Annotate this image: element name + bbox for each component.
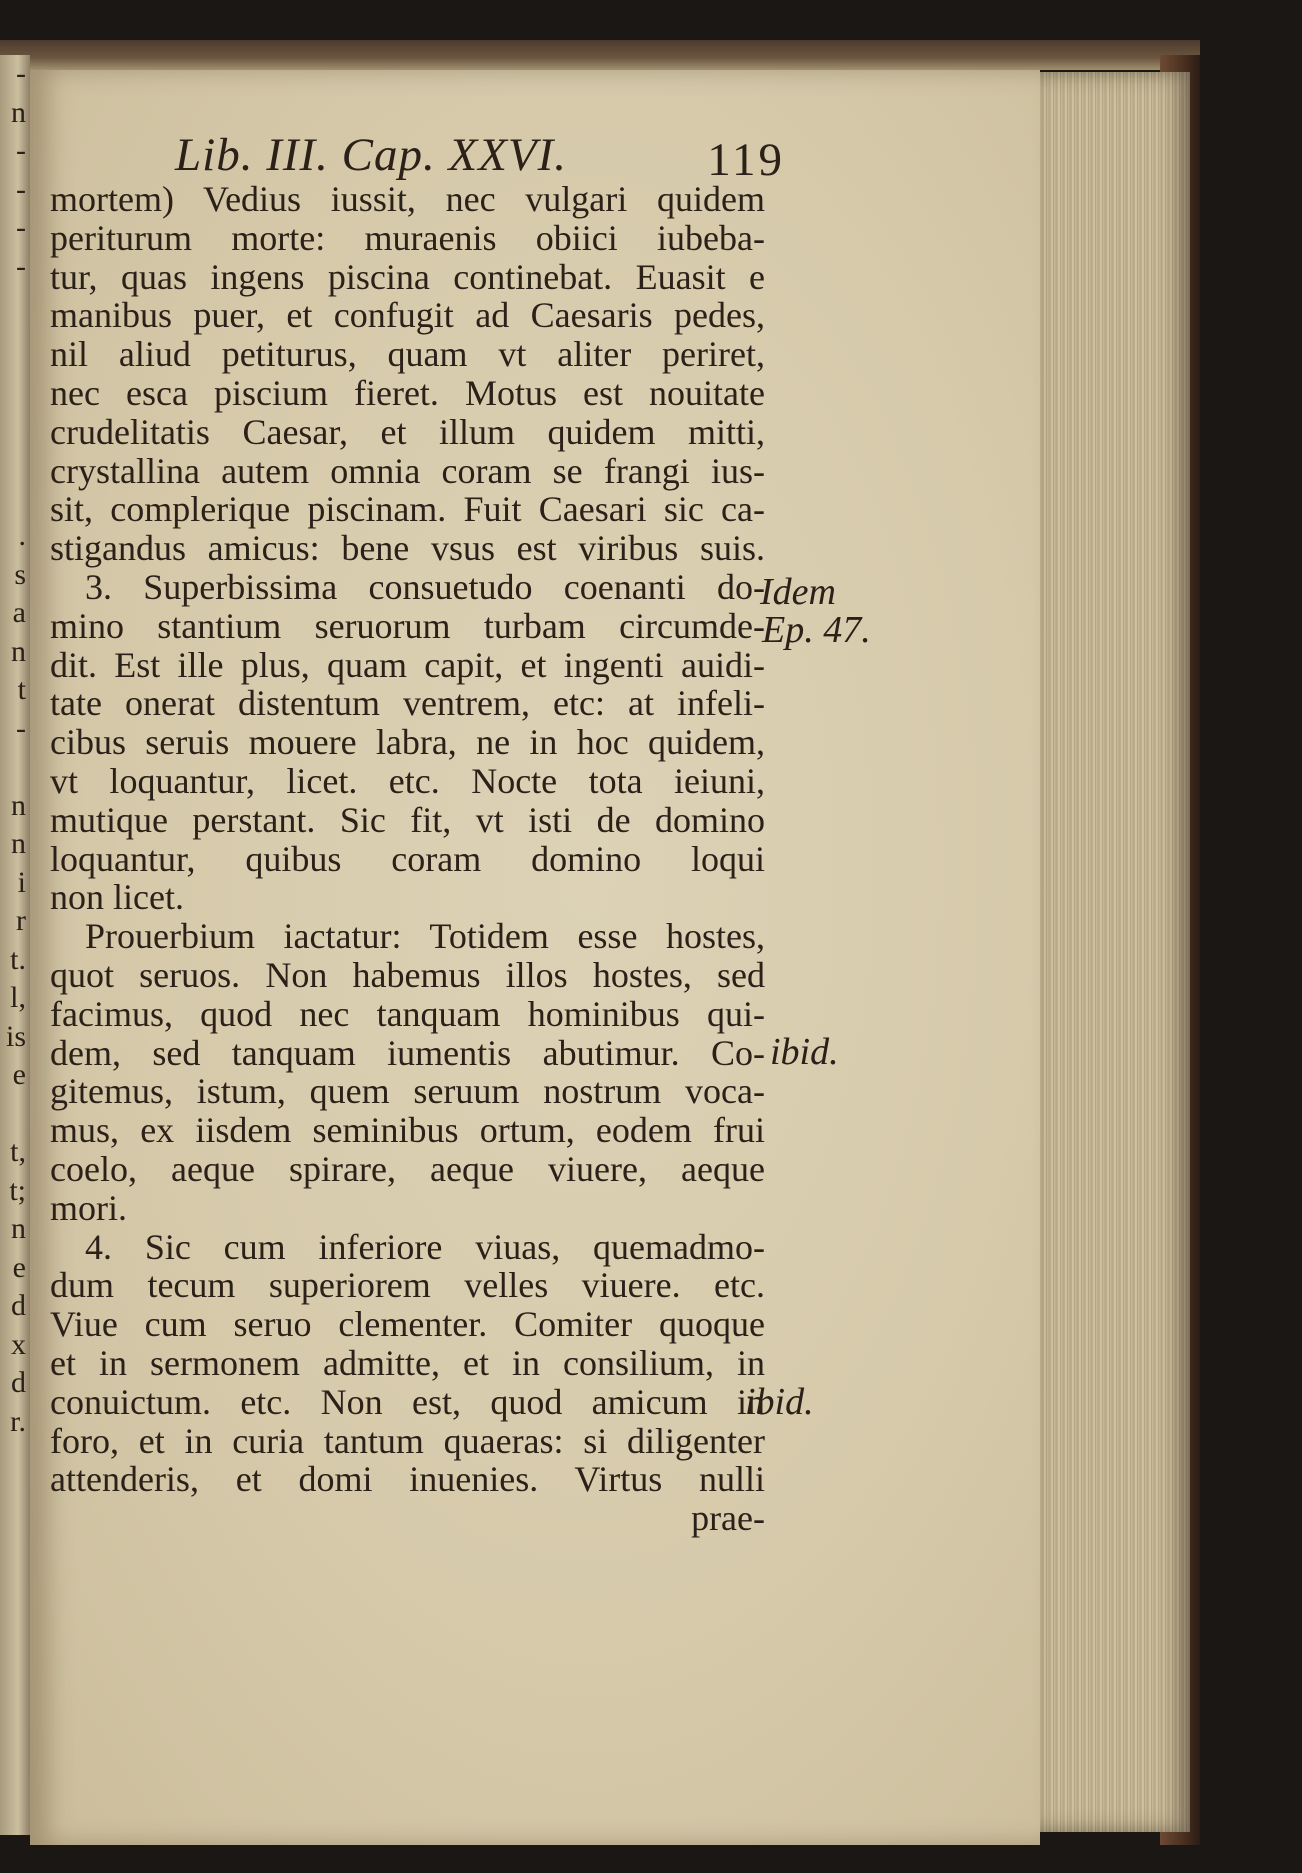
prev-page-fragment: t	[17, 673, 26, 706]
text-line: foro, et in curia tantum quaeras: si diligenter	[50, 1420, 765, 1461]
prev-page-fragment: -	[16, 211, 26, 244]
prev-page-fragment	[0, 479, 26, 518]
text-line: mino stantium seruorum turbam circumde-	[50, 605, 765, 646]
prev-page-fragment: n	[11, 95, 26, 129]
text-line: dit. Est ille plus, quam capit, et ingenti auidi-	[50, 644, 765, 685]
prev-page-fragment: t;	[9, 1173, 26, 1207]
margin-note-idem: Idem	[760, 571, 836, 613]
prev-page-fragment	[0, 286, 26, 325]
prev-page-fragment	[0, 402, 26, 441]
page-block-edge	[1040, 72, 1190, 1832]
margin-note-ibid-2: ibid.	[745, 1381, 814, 1423]
previous-page-text-fragments	[0, 55, 26, 1441]
text-line: dem, sed tanquam iumentis abutimur. Co-	[50, 1032, 765, 1073]
page-number: 119	[707, 134, 785, 186]
prev-page-fragment	[0, 325, 26, 364]
prev-page-fragment	[0, 1095, 26, 1134]
text-line: mus, ex iisdem seminibus ortum, eodem frui	[50, 1110, 765, 1151]
text-line: cibus seruis mouere labra, ne in hoc quidem,	[50, 722, 765, 763]
prev-page-fragment: d	[11, 1366, 26, 1399]
prev-page-fragment	[0, 363, 26, 402]
prev-page-fragment: a	[12, 596, 26, 629]
prev-page-fragment: e	[12, 1250, 26, 1284]
prev-page-fragment: x	[11, 1327, 26, 1361]
text-line: crystallina autem omnia coram se frangi ius-	[50, 450, 765, 491]
text-line: nec esca piscium fieret. Motus est nouitate	[50, 372, 765, 413]
previous-page-margin	[0, 55, 30, 1835]
text-line: stigandus amicus: bene vsus est viribus suis.	[50, 528, 765, 569]
margin-note-ibid-1: ibid.	[770, 1031, 839, 1073]
prev-page-fragment: r	[16, 904, 26, 937]
text-line: et in sermonem admitte, et in consilium, in	[50, 1342, 765, 1383]
prev-page-fragment: n	[11, 634, 26, 668]
prev-page-fragment: -	[16, 172, 26, 206]
prev-page-fragment: is	[5, 1019, 26, 1053]
text-line: quot seruos. Non habemus illos hostes, sed	[50, 954, 765, 995]
prev-page-fragment: -	[16, 711, 26, 745]
prev-page-fragment: -	[16, 249, 26, 283]
prev-page-fragment: t,	[10, 1135, 26, 1168]
text-line: vt loquantur, licet. etc. Nocte tota ieiuni,	[50, 760, 765, 801]
margin-note-epistle: Ep. 47.	[762, 609, 871, 651]
prev-page-fragment: n	[11, 827, 26, 860]
body-text	[50, 180, 765, 1538]
text-line: 4. Sic cum inferiore viuas, quemadmo-	[85, 1226, 765, 1267]
prev-page-fragment: n	[11, 788, 26, 822]
text-line: crudelitatis Caesar, et illum quidem mitti,	[50, 411, 765, 452]
text-line: periturum morte: muraenis obiici iubeba-	[50, 217, 765, 258]
prev-page-fragment	[0, 748, 26, 787]
text-line: mortem) Vedius iussit, nec vulgari quidem	[50, 179, 765, 219]
prev-page-fragment: .	[18, 519, 26, 552]
text-line: sit, complerique piscinam. Fuit Caesari sic ca-	[50, 489, 765, 530]
text-line: gitemus, istum, quem seruum nostrum voca-	[50, 1071, 765, 1112]
text-line: Viue cum seruo clementer. Comiter quoque	[50, 1304, 765, 1345]
prev-page-fragment: n	[11, 1212, 26, 1245]
prev-page-fragment: s	[14, 557, 26, 591]
running-head: Lib. III. Cap. XXVI.	[175, 129, 568, 181]
text-line: tur, quas ingens piscina continebat. Euasit e	[50, 256, 765, 297]
prev-page-fragment: t.	[10, 942, 26, 976]
text-line: mutique perstant. Sic fit, vt isti de domino	[50, 799, 765, 840]
text-line: nil aliud petiturus, quam vt aliter periret,	[50, 334, 765, 375]
text-line: attenderis, et domi inuenies. Virtus nulli	[50, 1459, 765, 1500]
catchword: prae-	[691, 1498, 765, 1539]
text-line: tate onerat distentum ventrem, etc: at infeli-	[50, 683, 765, 724]
text-line: loquantur, quibus coram domino loqui	[50, 838, 765, 879]
text-line: manibus puer, et confugit ad Caesaris pedes,	[50, 295, 765, 336]
text-line: mori.	[50, 1187, 127, 1228]
prev-page-fragment: i	[17, 865, 26, 899]
prev-page-fragment: e	[12, 1058, 26, 1091]
text-line: 3. Superbissima consuetudo coenanti do-	[85, 566, 765, 607]
text-line: conuictum. etc. Non est, quod amicum in	[50, 1381, 765, 1422]
text-line: facimus, quod nec tanquam hominibus qui-	[50, 993, 765, 1034]
text-line: non licet.	[50, 877, 184, 918]
prev-page-fragment: -	[16, 57, 26, 90]
text-line: Prouerbium iactatur: Totidem esse hostes,	[85, 916, 765, 957]
prev-page-fragment: r.	[10, 1404, 26, 1438]
prev-page-fragment	[0, 440, 26, 479]
prev-page-fragment: d	[11, 1289, 26, 1322]
text-line: coelo, aeque spirare, aeque viuere, aeque	[50, 1148, 765, 1189]
prev-page-fragment: -	[16, 134, 26, 167]
book-cover-top	[0, 40, 1200, 70]
text-line: dum tecum superiorem velles viuere. etc.	[50, 1265, 765, 1306]
prev-page-fragment: l,	[10, 981, 26, 1014]
